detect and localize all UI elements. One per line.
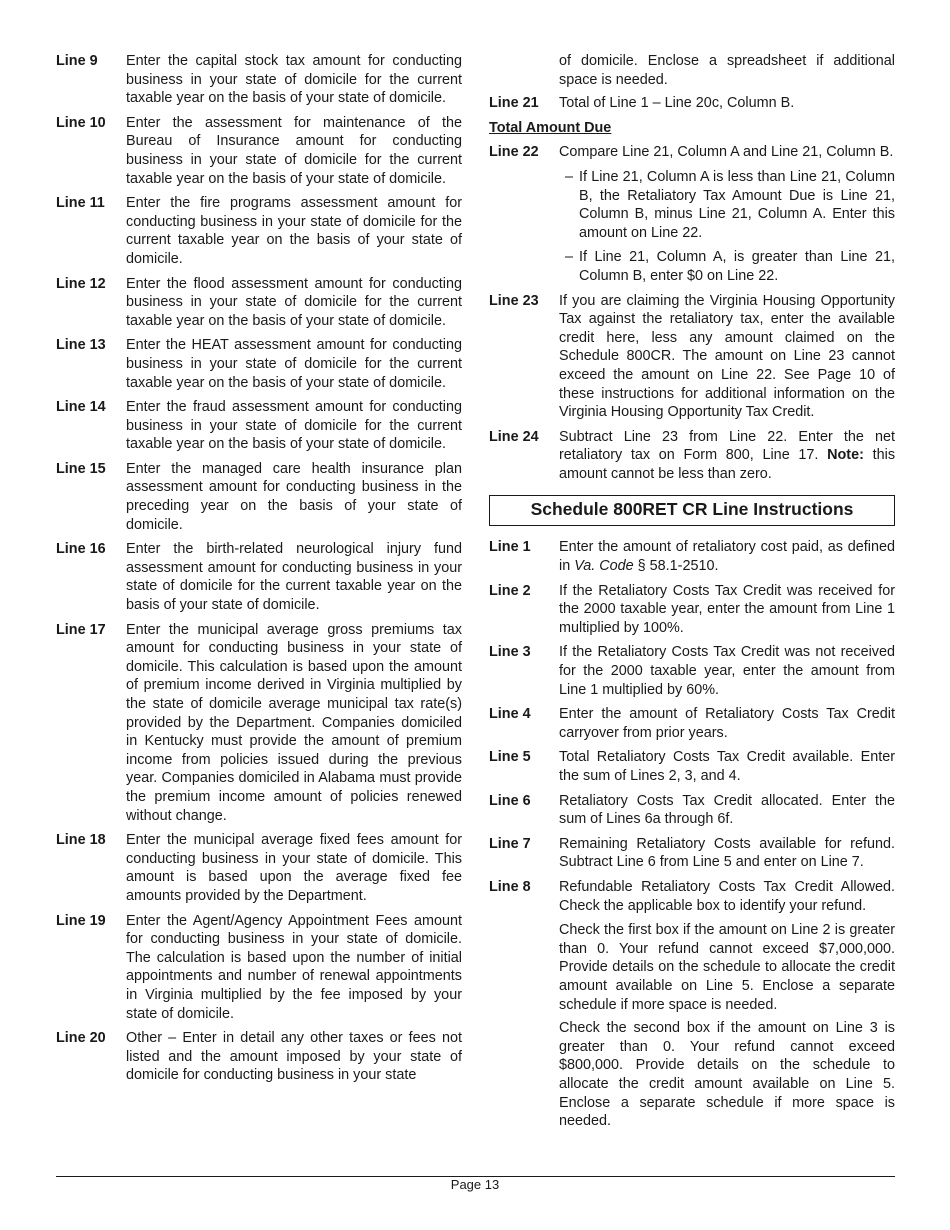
line-text: Total of Line 1 – Line 20c, Column B. <box>559 95 795 112</box>
line-24-entry <box>489 428 895 484</box>
line-22-bullet <box>559 248 895 285</box>
line-text: Enter the amount of Retaliatory Costs Tax Credit carryover from prior years. <box>559 706 895 741</box>
line-text: Enter the fraud assessment amount for conducting business in your state of domicile for the current taxable year on the basis of your state of domicile. <box>126 399 462 453</box>
line-label: Line 13 <box>56 337 106 354</box>
line-label: Line 1 <box>489 539 531 556</box>
line-10-entry <box>56 114 462 188</box>
line-20-continued: of domicile. Enclose a spreadsheet if additional space is needed. <box>559 53 895 88</box>
cr-line-7-entry <box>489 835 895 872</box>
line-text: If the Retaliatory Costs Tax Credit was received for the 2000 taxable year, enter the amount from Line 1 multiplied by 100%. <box>559 582 895 636</box>
line-9-entry <box>56 52 462 108</box>
line-23-entry <box>489 292 895 422</box>
line-label: Line 4 <box>489 706 531 723</box>
line-label: Line 8 <box>489 878 531 895</box>
line-label: Line 9 <box>56 53 98 69</box>
line-22-bullet <box>559 168 895 242</box>
line-label: Line 24 <box>489 428 539 445</box>
cr-line-6-entry <box>489 792 895 829</box>
note-label: Note: <box>827 447 864 464</box>
cr-line-8-entry <box>489 878 895 915</box>
line-24-text-before: Subtract Line 23 from Line 22. Enter the net retaliatory tax on Form 800, Line 17. <box>559 428 895 464</box>
line-16-entry <box>56 540 462 614</box>
line-label: Line 2 <box>489 582 531 599</box>
line-text: Enter the flood assessment amount for conducting business in your state of domicile for the current taxable year on the basis of your state of domicile. <box>126 275 462 329</box>
dash-bullet: – <box>564 168 573 185</box>
cr-line-1-entry <box>489 538 895 575</box>
line-text: Compare Line 21, Column A and Line 21, Column B. <box>559 144 894 161</box>
line-8-second-box-paragraph: Check the second box if the amount on Line 3 is greater than 0. Your refund cannot exceed $800,000. Provide details on the schedule to allocate the credit amount available on Line 5. Enclose a separate schedule if more space is needed. <box>559 1020 895 1130</box>
dash-bullet: – <box>564 249 573 266</box>
cr-line-1-text-after: § 58.1-2510. <box>637 558 719 575</box>
bullet-text: If Line 21, Column A is less than Line 21, Column B, the Retaliatory Tax Amount Due is Line 21, Column B, minus Line 21, Column A. Enter this amount on Line 22. <box>579 168 895 241</box>
cr-line-2-entry <box>489 582 895 638</box>
cr-line-1-text-before: Enter the amount of retaliatory cost paid, as defined in <box>559 539 895 575</box>
cr-line-5-entry <box>489 748 895 785</box>
line-label: Line 21 <box>489 95 539 112</box>
line-text: Retaliatory Costs Tax Credit allocated. Enter the sum of Lines 6a through 6f. <box>559 792 895 828</box>
line-label: Line 18 <box>56 832 106 849</box>
line-19-entry <box>56 912 462 1024</box>
line-text: Enter the HEAT assessment amount for conducting business in your state of domicile for the current taxable year on the basis of your state of domicile. <box>126 337 462 391</box>
cr-line-3-entry <box>489 643 895 699</box>
line-17-entry <box>56 621 462 826</box>
line-text: Total Retaliatory Costs Tax Credit available. Enter the sum of Lines 2, 3, and 4. <box>559 749 895 784</box>
schedule-800ret-cr-heading: Schedule 800RET CR Line Instructions <box>489 495 895 526</box>
bullet-text: If Line 21, Column A, is greater than Line 21, Column B, enter $0 on Line 22. <box>579 249 895 284</box>
line-text: Remaining Retaliatory Costs available for refund. Subtract Line 6 from Line 5 and enter on Line 7. <box>559 835 895 871</box>
line-24-text-after: this amount cannot be less than zero. <box>559 447 896 482</box>
page-number: Page 13 <box>450 1177 500 1192</box>
line-label: Line 5 <box>489 749 531 766</box>
line-text <box>559 428 895 484</box>
line-11-entry <box>56 194 462 268</box>
line-text: Enter the Agent/Agency Appointment Fees amount for conducting business in your state of domicile. The calculation is based upon the number of initial appointments and number of renewal appointments in Virginia multiplied by the fee imposed by your state of domicile. <box>126 912 462 1022</box>
line-14-entry <box>56 398 462 454</box>
line-label: Line 17 <box>56 621 106 638</box>
line-label: Line 11 <box>56 195 105 212</box>
line-label: Line 16 <box>56 541 106 558</box>
line-label: Line 20 <box>56 1030 106 1047</box>
line-21-entry <box>489 94 895 113</box>
line-text: Enter the municipal average fixed fees amount for conducting business in your state of domicile. This amount is based upon the average fixed fee amounts provided by the Department. <box>126 832 462 904</box>
left-column <box>56 52 462 1091</box>
cr-line-4-entry <box>489 705 895 742</box>
line-label: Line 22 <box>489 144 539 161</box>
line-22-entry <box>489 143 895 162</box>
line-label: Line 14 <box>56 399 106 416</box>
line-label: Line 12 <box>56 275 106 292</box>
line-label: Line 7 <box>489 835 531 852</box>
line-text: Other – Enter in detail any other taxes or fees not listed and the amount imposed by your state of domicile for conducting business in your state <box>126 1030 462 1084</box>
total-amount-due-heading: Total Amount Due <box>489 119 612 136</box>
line-text: If the Retaliatory Costs Tax Credit was not received for the 2000 taxable year, enter the amount from Line 1 multiplied by 60%. <box>559 644 895 698</box>
right-column <box>489 52 895 1136</box>
line-text: Refundable Retaliatory Costs Tax Credit Allowed. Check the applicable box to identify your refund. <box>559 878 895 914</box>
line-text: Enter the municipal average gross premiums tax amount for conducting business in your state of domicile. This calculation is based upon the amount of premium income derived in Virginia multiplied by the state of domicile average municipal tax rate(s) provided by the Department. Companies domiciled in Kentucky must provide the amount of premium income from policies issued during the previous year. Companies domiciled in Alabama must provide the premium income amount of policies renewed without change. <box>126 621 462 824</box>
line-label: Line 3 <box>489 644 531 661</box>
line-15-entry <box>56 460 462 534</box>
line-text: If you are claiming the Virginia Housing Opportunity Tax against the retaliatory tax, enter the available credit here, less any amount claimed on the Schedule 800CR. The amount on Line 23 cannot exceed the amount on Line 22. See Page 10 of these instructions for additional information on the Virginia Housing Opportunity Tax Credit. <box>559 292 895 421</box>
line-label: Line 15 <box>56 460 106 477</box>
line-13-entry <box>56 336 462 392</box>
line-text: Enter the fire programs assessment amount for conducting business in your state of domicile for the current taxable year on the basis of your state of domicile. <box>126 195 462 267</box>
line-text: Enter the capital stock tax amount for conducting business in your state of domicile for the current taxable year on the basis of your state of domicile. <box>126 53 462 107</box>
line-12-entry <box>56 275 462 331</box>
va-code-citation: Va. Code <box>574 558 634 575</box>
line-8-first-box-paragraph: Check the first box if the amount on Line 2 is greater than 0. Your refund cannot exceed $7,000,000. Provide details on the schedule to allocate the credit amount available on Line 5. Enclose a separate schedule if more space is needed. <box>559 922 895 1013</box>
line-text <box>559 538 895 575</box>
line-label: Line 6 <box>489 792 531 809</box>
line-label: Line 23 <box>489 292 539 309</box>
line-label: Line 19 <box>56 912 106 929</box>
line-text: Enter the birth-related neurological injury fund assessment amount for conducting business in your state of domicile for the current taxable year on the basis of your state of domicile. <box>126 541 462 614</box>
line-text: Enter the managed care health insurance plan assessment amount for conducting business in the preceding year on the basis of your state of domicile. <box>126 460 462 533</box>
line-label: Line 10 <box>56 114 106 131</box>
line-18-entry <box>56 831 462 905</box>
line-20-entry <box>56 1029 462 1085</box>
line-text: Enter the assessment for maintenance of the Bureau of Insurance amount for conducting business in your state of domicile for the current taxable year on the basis of your state of domicile. <box>126 114 462 187</box>
